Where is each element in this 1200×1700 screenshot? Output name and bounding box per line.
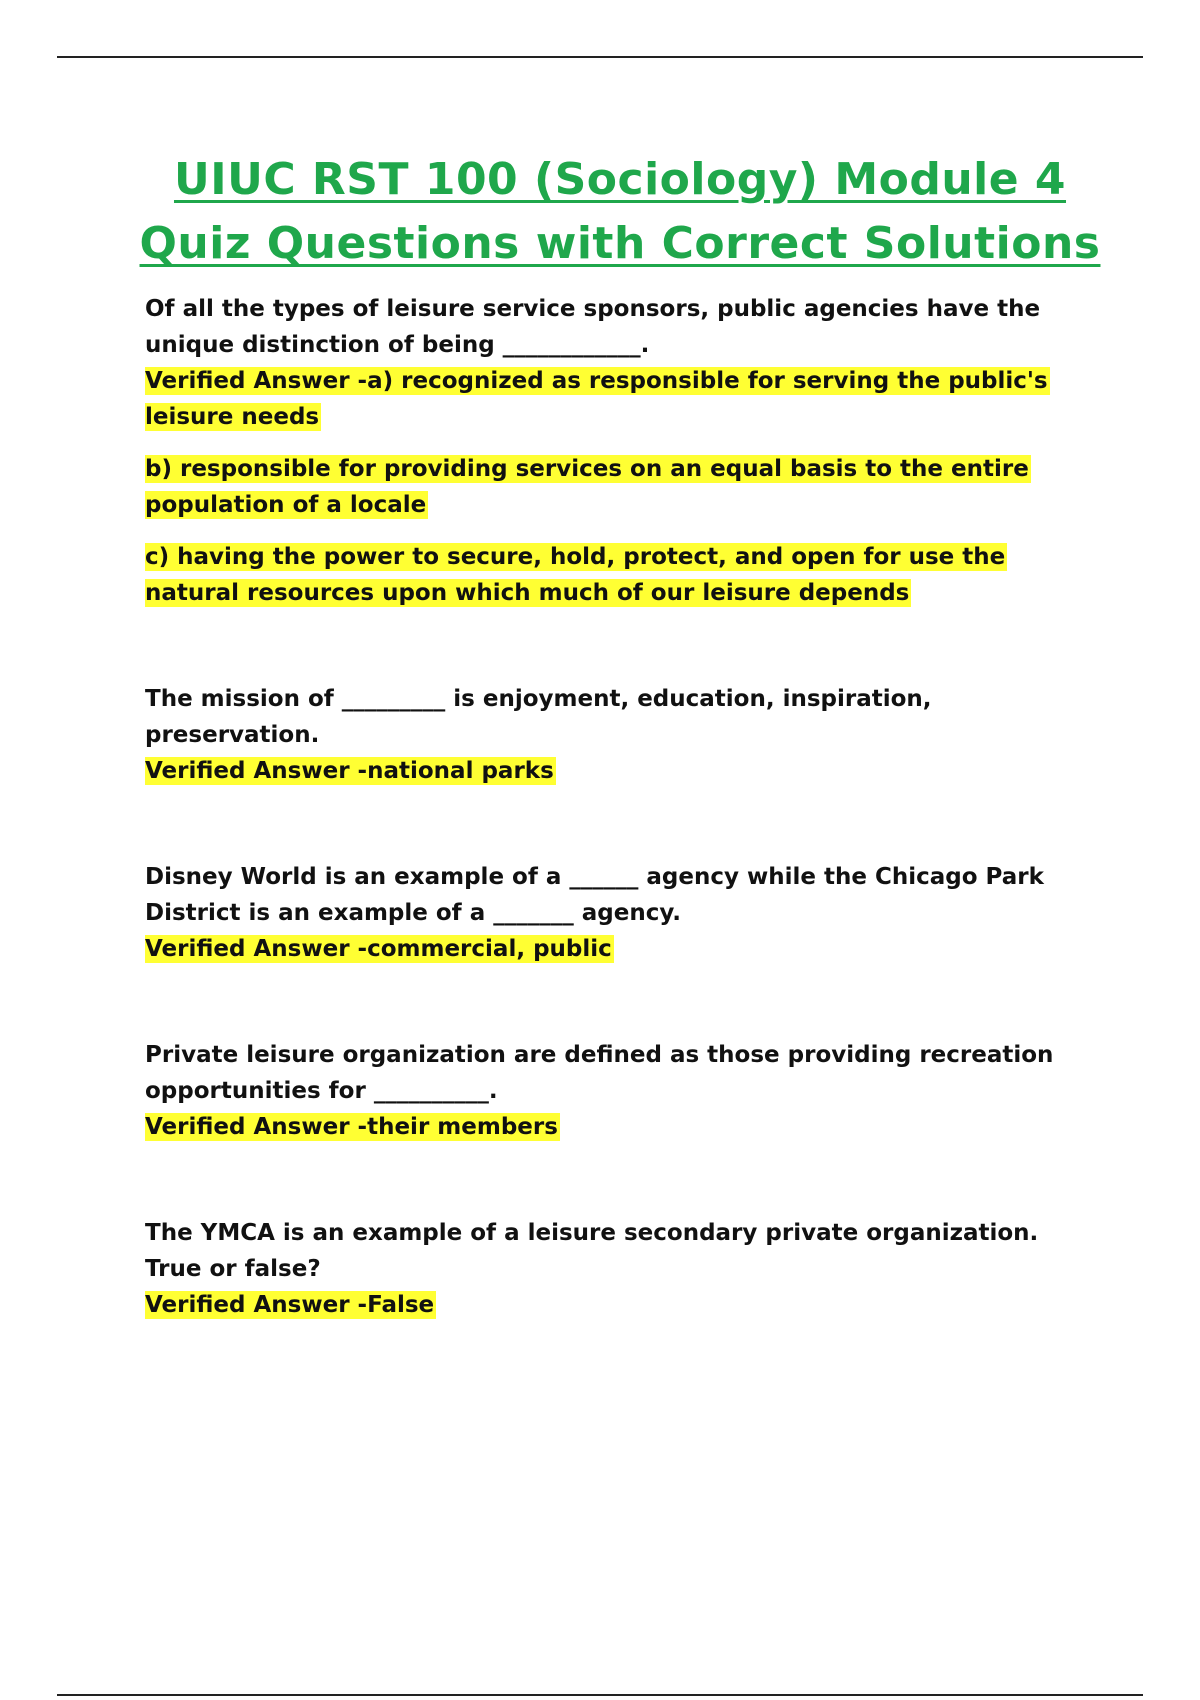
- answer-text: c) having the power to secure, hold, protect, and open for use the natural resources upon which much of our leisure depends: [145, 544, 1006, 606]
- answer-text: Verified Answer -commercial, public: [145, 936, 612, 962]
- quiz-item: [145, 1215, 1095, 1323]
- answer-text: Verified Answer -their members: [145, 1114, 558, 1140]
- quiz-item: [145, 681, 1095, 789]
- answer-block: [145, 753, 1095, 789]
- answer-block: [145, 1109, 1095, 1145]
- answer-text: Verified Answer -a) recognized as responsible for serving the public's leisure needs: [145, 368, 1048, 430]
- spacer: [145, 967, 1095, 1037]
- answer-block: [145, 539, 1095, 611]
- question-text: Private leisure organization are defined as those providing recreation opportunities for __________.: [145, 1042, 1054, 1104]
- answer-text: b) responsible for providing services on an equal basis to the entire population of a locale: [145, 456, 1029, 518]
- quiz-item: [145, 291, 1095, 611]
- spacer: [145, 1145, 1095, 1215]
- answer-block: [145, 1287, 1095, 1323]
- quiz-item: [145, 859, 1095, 967]
- question-text: Of all the types of leisure service sponsors, public agencies have the unique distinction of being ____________.: [145, 296, 1041, 358]
- spacer: [145, 789, 1095, 859]
- question-text: Disney World is an example of a ______ agency while the Chicago Park District is an example of a _______ agency.: [145, 864, 1044, 926]
- top-rule: [57, 56, 1143, 58]
- bottom-rule: [57, 1694, 1143, 1696]
- spacer: [145, 611, 1095, 681]
- question-text: The mission of _________ is enjoyment, education, inspiration, preservation.: [145, 686, 932, 748]
- answer-text: Verified Answer -False: [145, 1292, 435, 1318]
- answer-block: [145, 451, 1095, 523]
- document-title: [0, 148, 1200, 276]
- answer-text: Verified Answer -national parks: [145, 758, 554, 784]
- title-line-2: Quiz Questions with Correct Solutions: [139, 218, 1101, 269]
- answer-block: [145, 931, 1095, 967]
- quiz-content: [145, 291, 1095, 1323]
- question-text: The YMCA is an example of a leisure secondary private organization. True or false?: [145, 1220, 1039, 1282]
- title-line-1: UIUC RST 100 (Sociology) Module 4: [173, 154, 1067, 205]
- answer-block: [145, 363, 1095, 435]
- quiz-item: [145, 1037, 1095, 1145]
